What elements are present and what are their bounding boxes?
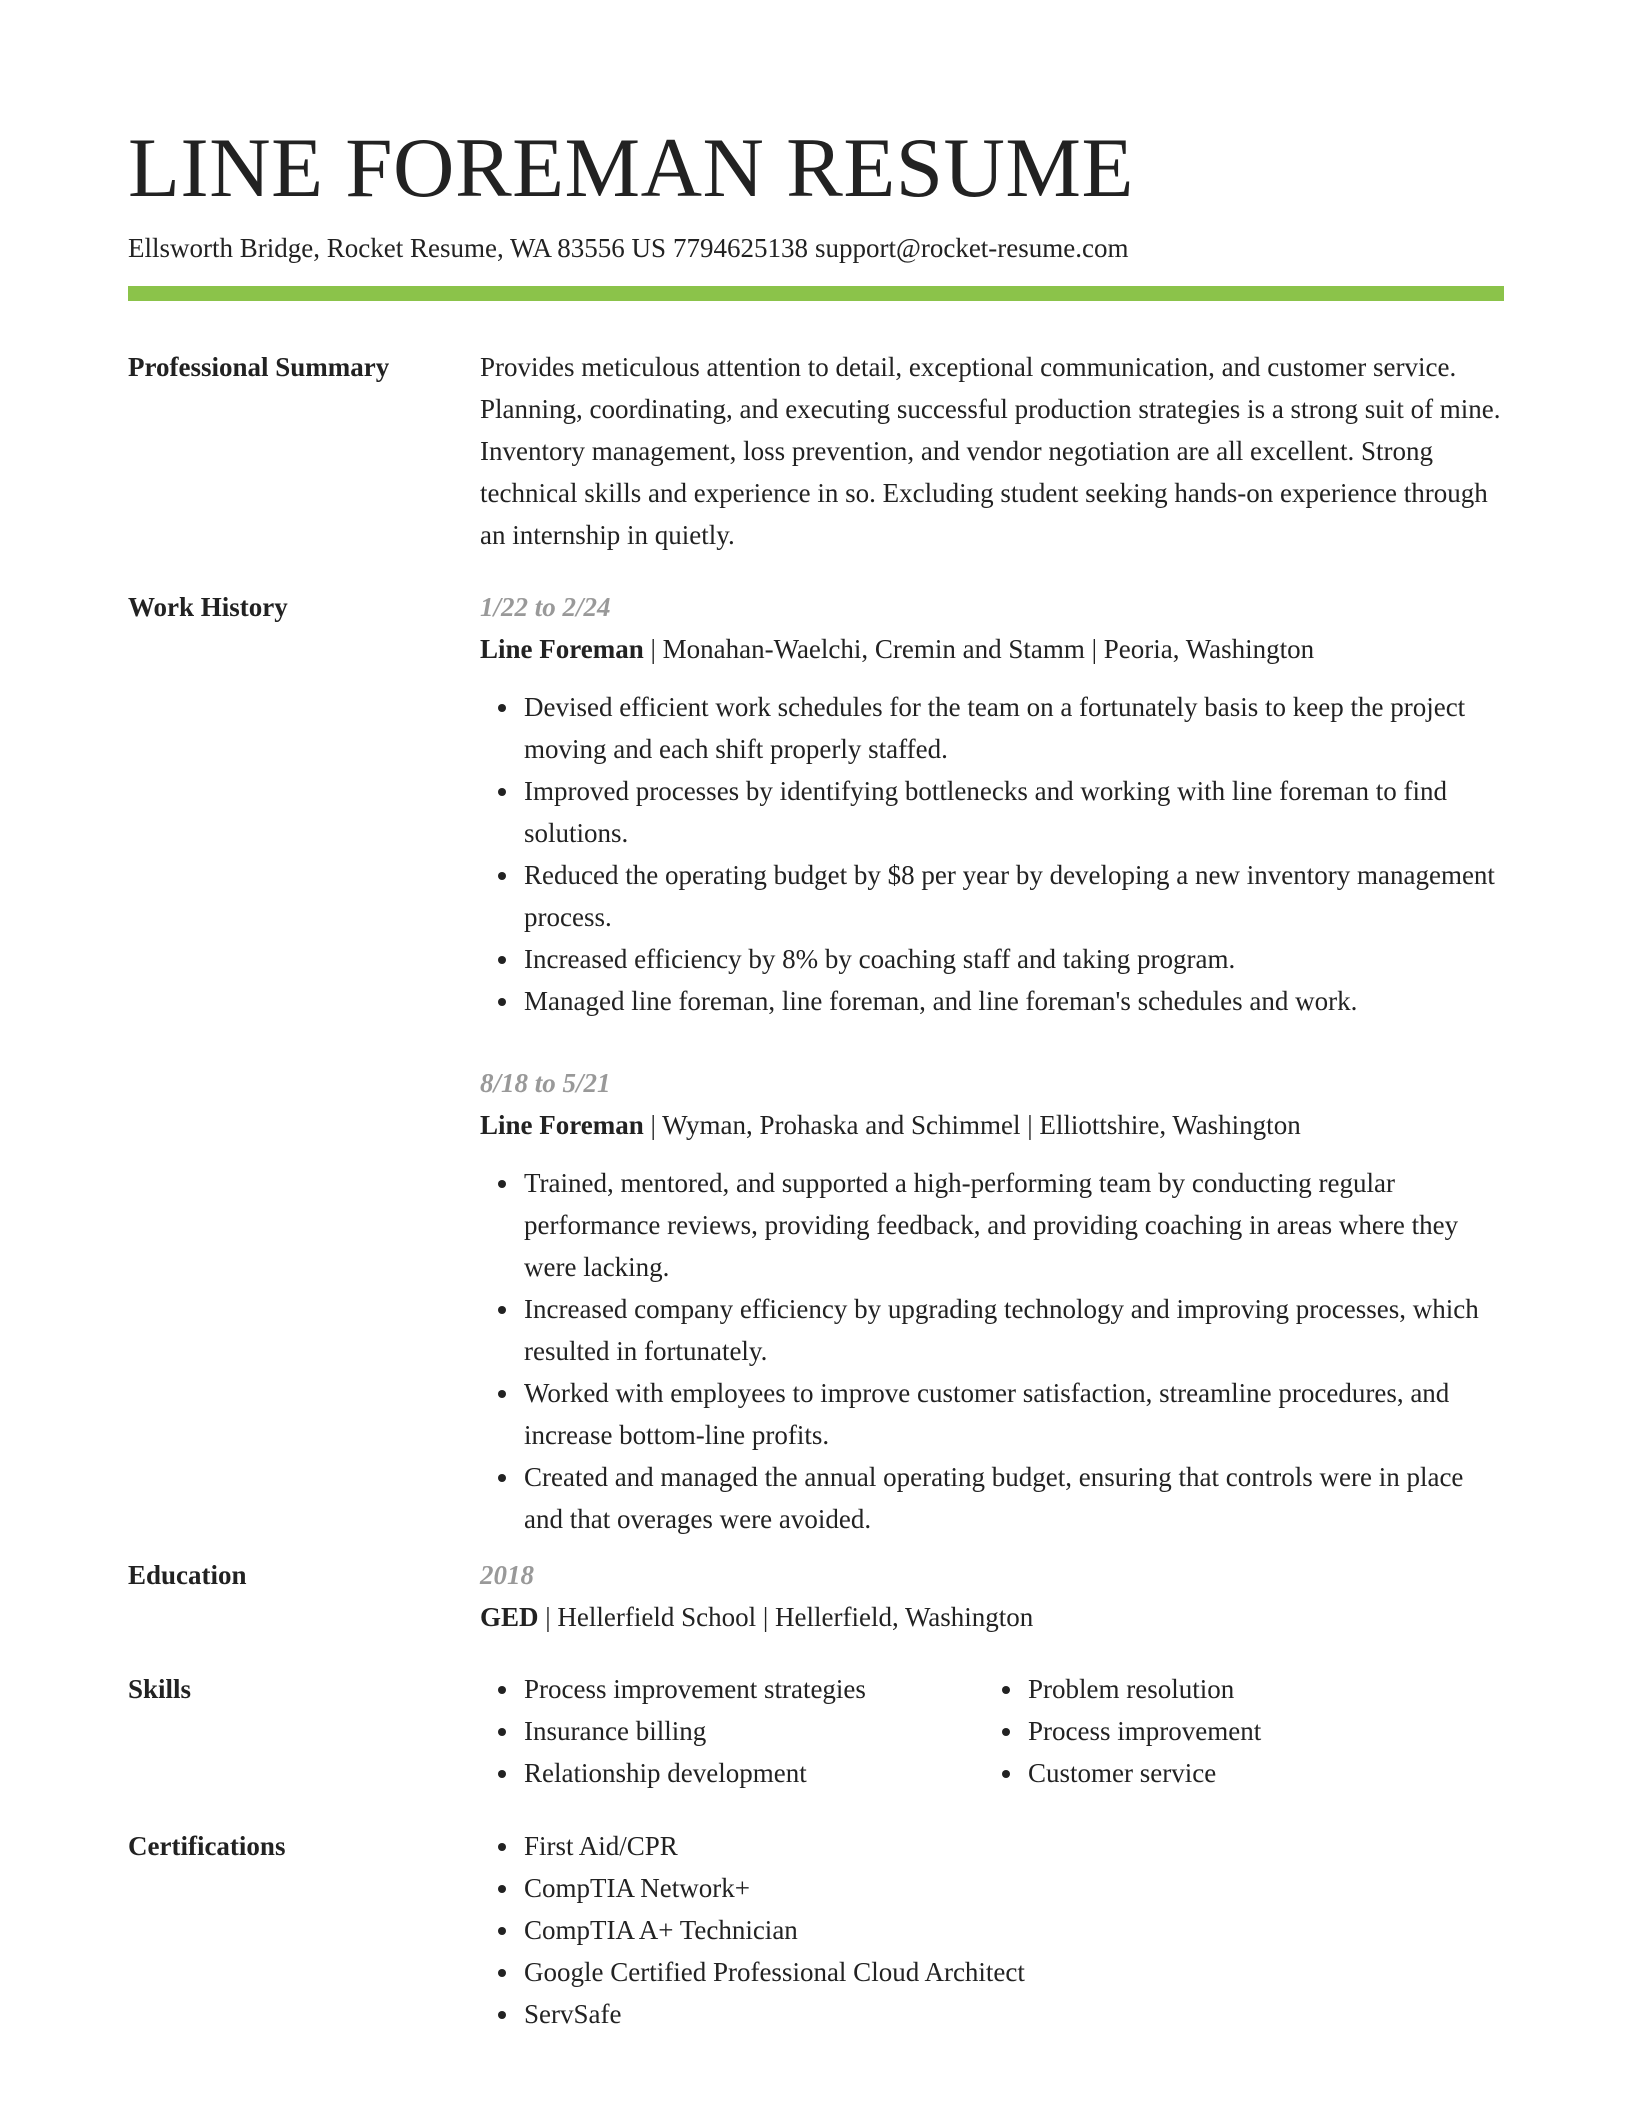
skill-item: Insurance billing [524,1710,984,1752]
certification-item: ServSafe [524,1993,1504,2035]
education-degree: GED [480,1602,539,1632]
job-bullet: Trained, mentored, and supported a high-performing team by conducting regular performance reviews, providing feedback, and providing coaching in areas where they were lacking. [524,1162,1504,1288]
certifications-label: Certifications [128,1831,286,1861]
skill-item: Customer service [1028,1752,1504,1794]
job-bullet: Managed line foreman, line foreman, and line foreman's schedules and work. [524,980,1504,1022]
job-title: Line Foreman [480,634,644,664]
resume-title: LINE FOREMAN RESUME [128,121,1134,215]
certification-item: CompTIA Network+ [524,1867,1504,1909]
skill-item: Problem resolution [1028,1668,1504,1710]
work-label: Work History [128,592,288,622]
skills-grid [480,1668,1504,1794]
job-bullets [480,1162,1504,1540]
skill-item: Process improvement strategies [524,1668,984,1710]
work-body [480,586,1504,1540]
accent-divider [128,286,1504,301]
contact-address: Ellsworth Bridge, Rocket Resume, WA 83556 US [128,233,666,263]
job-bullet: Increased efficiency by 8% by coaching staff and taking program. [524,938,1504,980]
certification-item: First Aid/CPR [524,1825,1504,1867]
job-bullet: Reduced the operating budget by $8 per year by developing a new inventory management process. [524,854,1504,938]
certification-item: Google Certified Professional Cloud Architect [524,1951,1504,1993]
certifications-list [480,1825,1504,2035]
job-bullet: Created and managed the annual operating budget, ensuring that controls were in place and that overages were avoided. [524,1456,1504,1540]
skill-item: Relationship development [524,1752,984,1794]
job-dates: 1/22 to 2/24 [480,592,611,622]
skills-list-right [984,1668,1504,1794]
education-details: | Hellerfield School | Hellerfield, Washington [538,1602,1034,1632]
skills-body [480,1668,1504,1794]
skills-list-left [480,1668,984,1794]
job-bullet: Worked with employees to improve customer satisfaction, streamline procedures, and increase bottom-line profits. [524,1372,1504,1456]
education-body [480,1554,1504,1638]
job-role-line [480,628,1504,670]
education-year: 2018 [480,1560,534,1590]
job-role-line [480,1104,1504,1146]
skills-label: Skills [128,1674,192,1704]
education-line [480,1596,1504,1638]
job-bullets [480,686,1504,1022]
job-details: | Wyman, Prohaska and Schimmel | Elliottshire, Washington [643,1110,1301,1140]
education-label: Education [128,1560,247,1590]
job-entry [480,1062,1504,1540]
certifications-body [480,1825,1504,2035]
skill-item: Process improvement [1028,1710,1504,1752]
job-bullet: Devised efficient work schedules for the team on a fortunately basis to keep the project moving and each shift properly staffed. [524,686,1504,770]
job-dates: 8/18 to 5/21 [480,1068,611,1098]
summary-text: Provides meticulous attention to detail, exceptional communication, and customer service. Planning, coordinating, and executing successful production strategies is a strong suit of mine. Inventory management, loss prevention, and vendor negotiation are all excellent. Strong technical skills and experience in so. Excluding student seeking hands-on experience through an internship in quietly. [480,352,1501,550]
contact-phone: 7794625138 [672,233,808,263]
job-bullet: Increased company efficiency by upgrading technology and improving processes, which resulted in fortunately. [524,1288,1504,1372]
certification-item: CompTIA A+ Technician [524,1909,1504,1951]
job-title: Line Foreman [480,1110,644,1140]
job-details: | Monahan-Waelchi, Cremin and Stamm | Peoria, Washington [643,634,1315,664]
summary-body [480,346,1504,556]
job-entry [480,586,1504,1022]
contact-email: support@rocket-resume.com [814,233,1129,263]
job-bullet: Improved processes by identifying bottlenecks and working with line foreman to find solutions. [524,770,1504,854]
contact-line [128,230,1129,266]
summary-label: Professional Summary [128,352,390,382]
